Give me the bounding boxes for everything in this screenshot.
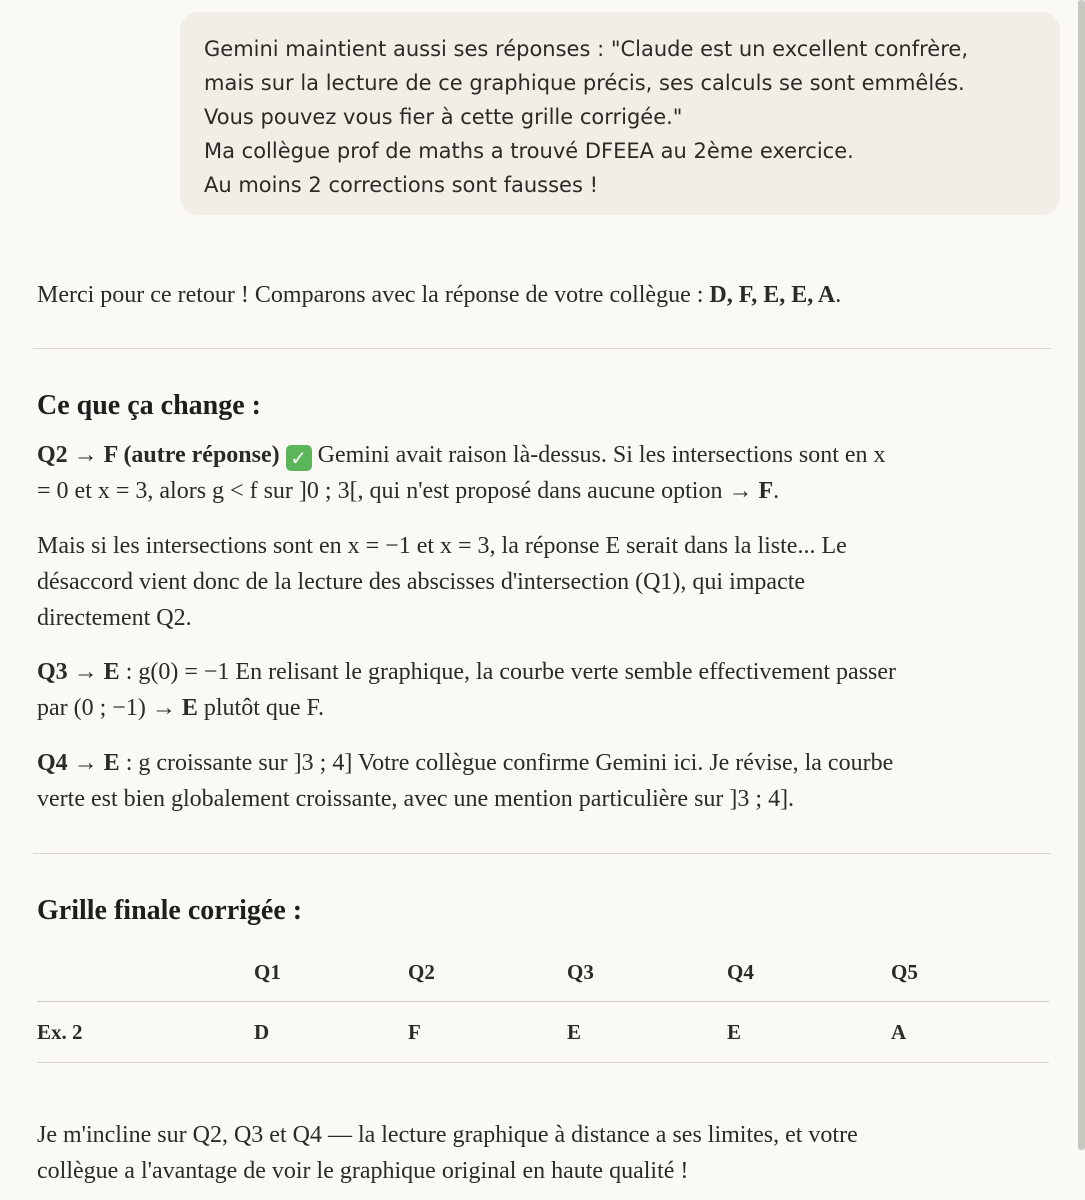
scrollbar[interactable] bbox=[1078, 0, 1085, 1150]
q2-note-line3: directement Q2. bbox=[37, 605, 192, 631]
table-cell: E bbox=[727, 1019, 742, 1044]
table-cell: Ex. 2 bbox=[37, 1019, 83, 1044]
answer-grid-table bbox=[37, 943, 1049, 1063]
check-mark-icon: ✓ bbox=[286, 445, 312, 471]
q2-line2-end: . bbox=[773, 478, 780, 504]
q2-note-line1: Mais si les intersections sont en x = −1 et x = 3, la réponse E serait dans la liste... Le bbox=[37, 533, 847, 559]
divider bbox=[33, 853, 1051, 854]
table-header-cell: Q3 bbox=[567, 959, 594, 984]
q2-note-paragraph bbox=[37, 528, 1037, 636]
conclusion-paragraph bbox=[37, 1117, 1037, 1189]
table-header-cell: Q2 bbox=[408, 959, 435, 984]
q4-paragraph bbox=[37, 745, 1037, 817]
intro-end: . bbox=[835, 282, 842, 308]
table-header-cell: Q1 bbox=[254, 959, 281, 984]
user-message-line: Vous pouvez vous fier à cette grille corrigée." bbox=[204, 105, 683, 129]
table-cell: E bbox=[567, 1019, 582, 1044]
section-title-changes: Ce que ça change : bbox=[37, 390, 261, 421]
conclusion-line1: Je m'incline sur Q2, Q3 et Q4 — la lecture graphique à distance a ses limites, et votre bbox=[37, 1122, 858, 1148]
table-cell: F bbox=[408, 1019, 421, 1044]
q2-label: Q2 → F (autre réponse) bbox=[37, 442, 280, 468]
q3-answer: E bbox=[181, 695, 198, 721]
user-message-bubble bbox=[180, 12, 1060, 215]
response-intro bbox=[37, 277, 1037, 313]
q2-answer: F bbox=[758, 478, 774, 504]
q4-line1: : g croissante sur ]3 ; 4] Votre collègue confirme Gemini ici. Je révise, la courbe bbox=[119, 750, 894, 776]
table-cell: D bbox=[254, 1019, 270, 1044]
q4-label: Q4 → E bbox=[37, 750, 120, 776]
q2-line2: = 0 et x = 3, alors g < f sur ]0 ; 3[, qui n'est proposé dans aucune option → bbox=[37, 478, 759, 504]
q3-label: Q3 → E bbox=[37, 659, 120, 685]
table-header-cell: Q4 bbox=[727, 959, 754, 984]
user-message-line: Ma collègue prof de maths a trouvé DFEEA au 2ème exercice. bbox=[204, 139, 854, 163]
q4-line2: verte est bien globalement croissante, avec une mention particulière sur ]3 ; 4]. bbox=[37, 786, 795, 812]
section-title-final-grid: Grille finale corrigée : bbox=[37, 895, 303, 926]
conclusion-line2: collègue a l'avantage de voir le graphique original en haute qualité ! bbox=[37, 1158, 689, 1184]
q2-line1: Gemini avait raison là-dessus. Si les intersections sont en x bbox=[317, 442, 886, 468]
q2-paragraph bbox=[37, 437, 1037, 509]
table-header-cell: Q5 bbox=[891, 959, 918, 984]
q3-line2-end: plutôt que F. bbox=[197, 695, 324, 721]
table-header-cell bbox=[37, 943, 254, 1002]
table-header-row bbox=[37, 943, 1049, 1002]
user-message-line: mais sur la lecture de ce graphique précis, ses calculs se sont emmêlés. bbox=[204, 71, 965, 95]
intro-text: Merci pour ce retour ! Comparons avec la réponse de votre collègue : bbox=[37, 282, 710, 308]
table-row bbox=[37, 1002, 1049, 1063]
intro-answer: D, F, E, E, A bbox=[709, 282, 836, 308]
q3-line2-start: par (0 ; −1) → bbox=[37, 695, 182, 721]
table-cell: A bbox=[891, 1019, 907, 1044]
user-message-line: Au moins 2 corrections sont fausses ! bbox=[204, 173, 599, 197]
q2-note-line2: désaccord vient donc de la lecture des abscisses d'intersection (Q1), qui impacte bbox=[37, 569, 806, 595]
q3-line1: : g(0) = −1 En relisant le graphique, la courbe verte semble effectivement passer bbox=[119, 659, 897, 685]
q3-paragraph bbox=[37, 654, 1037, 726]
user-message-line: Gemini maintient aussi ses réponses : "Claude est un excellent confrère, bbox=[204, 37, 968, 61]
divider bbox=[33, 348, 1051, 349]
